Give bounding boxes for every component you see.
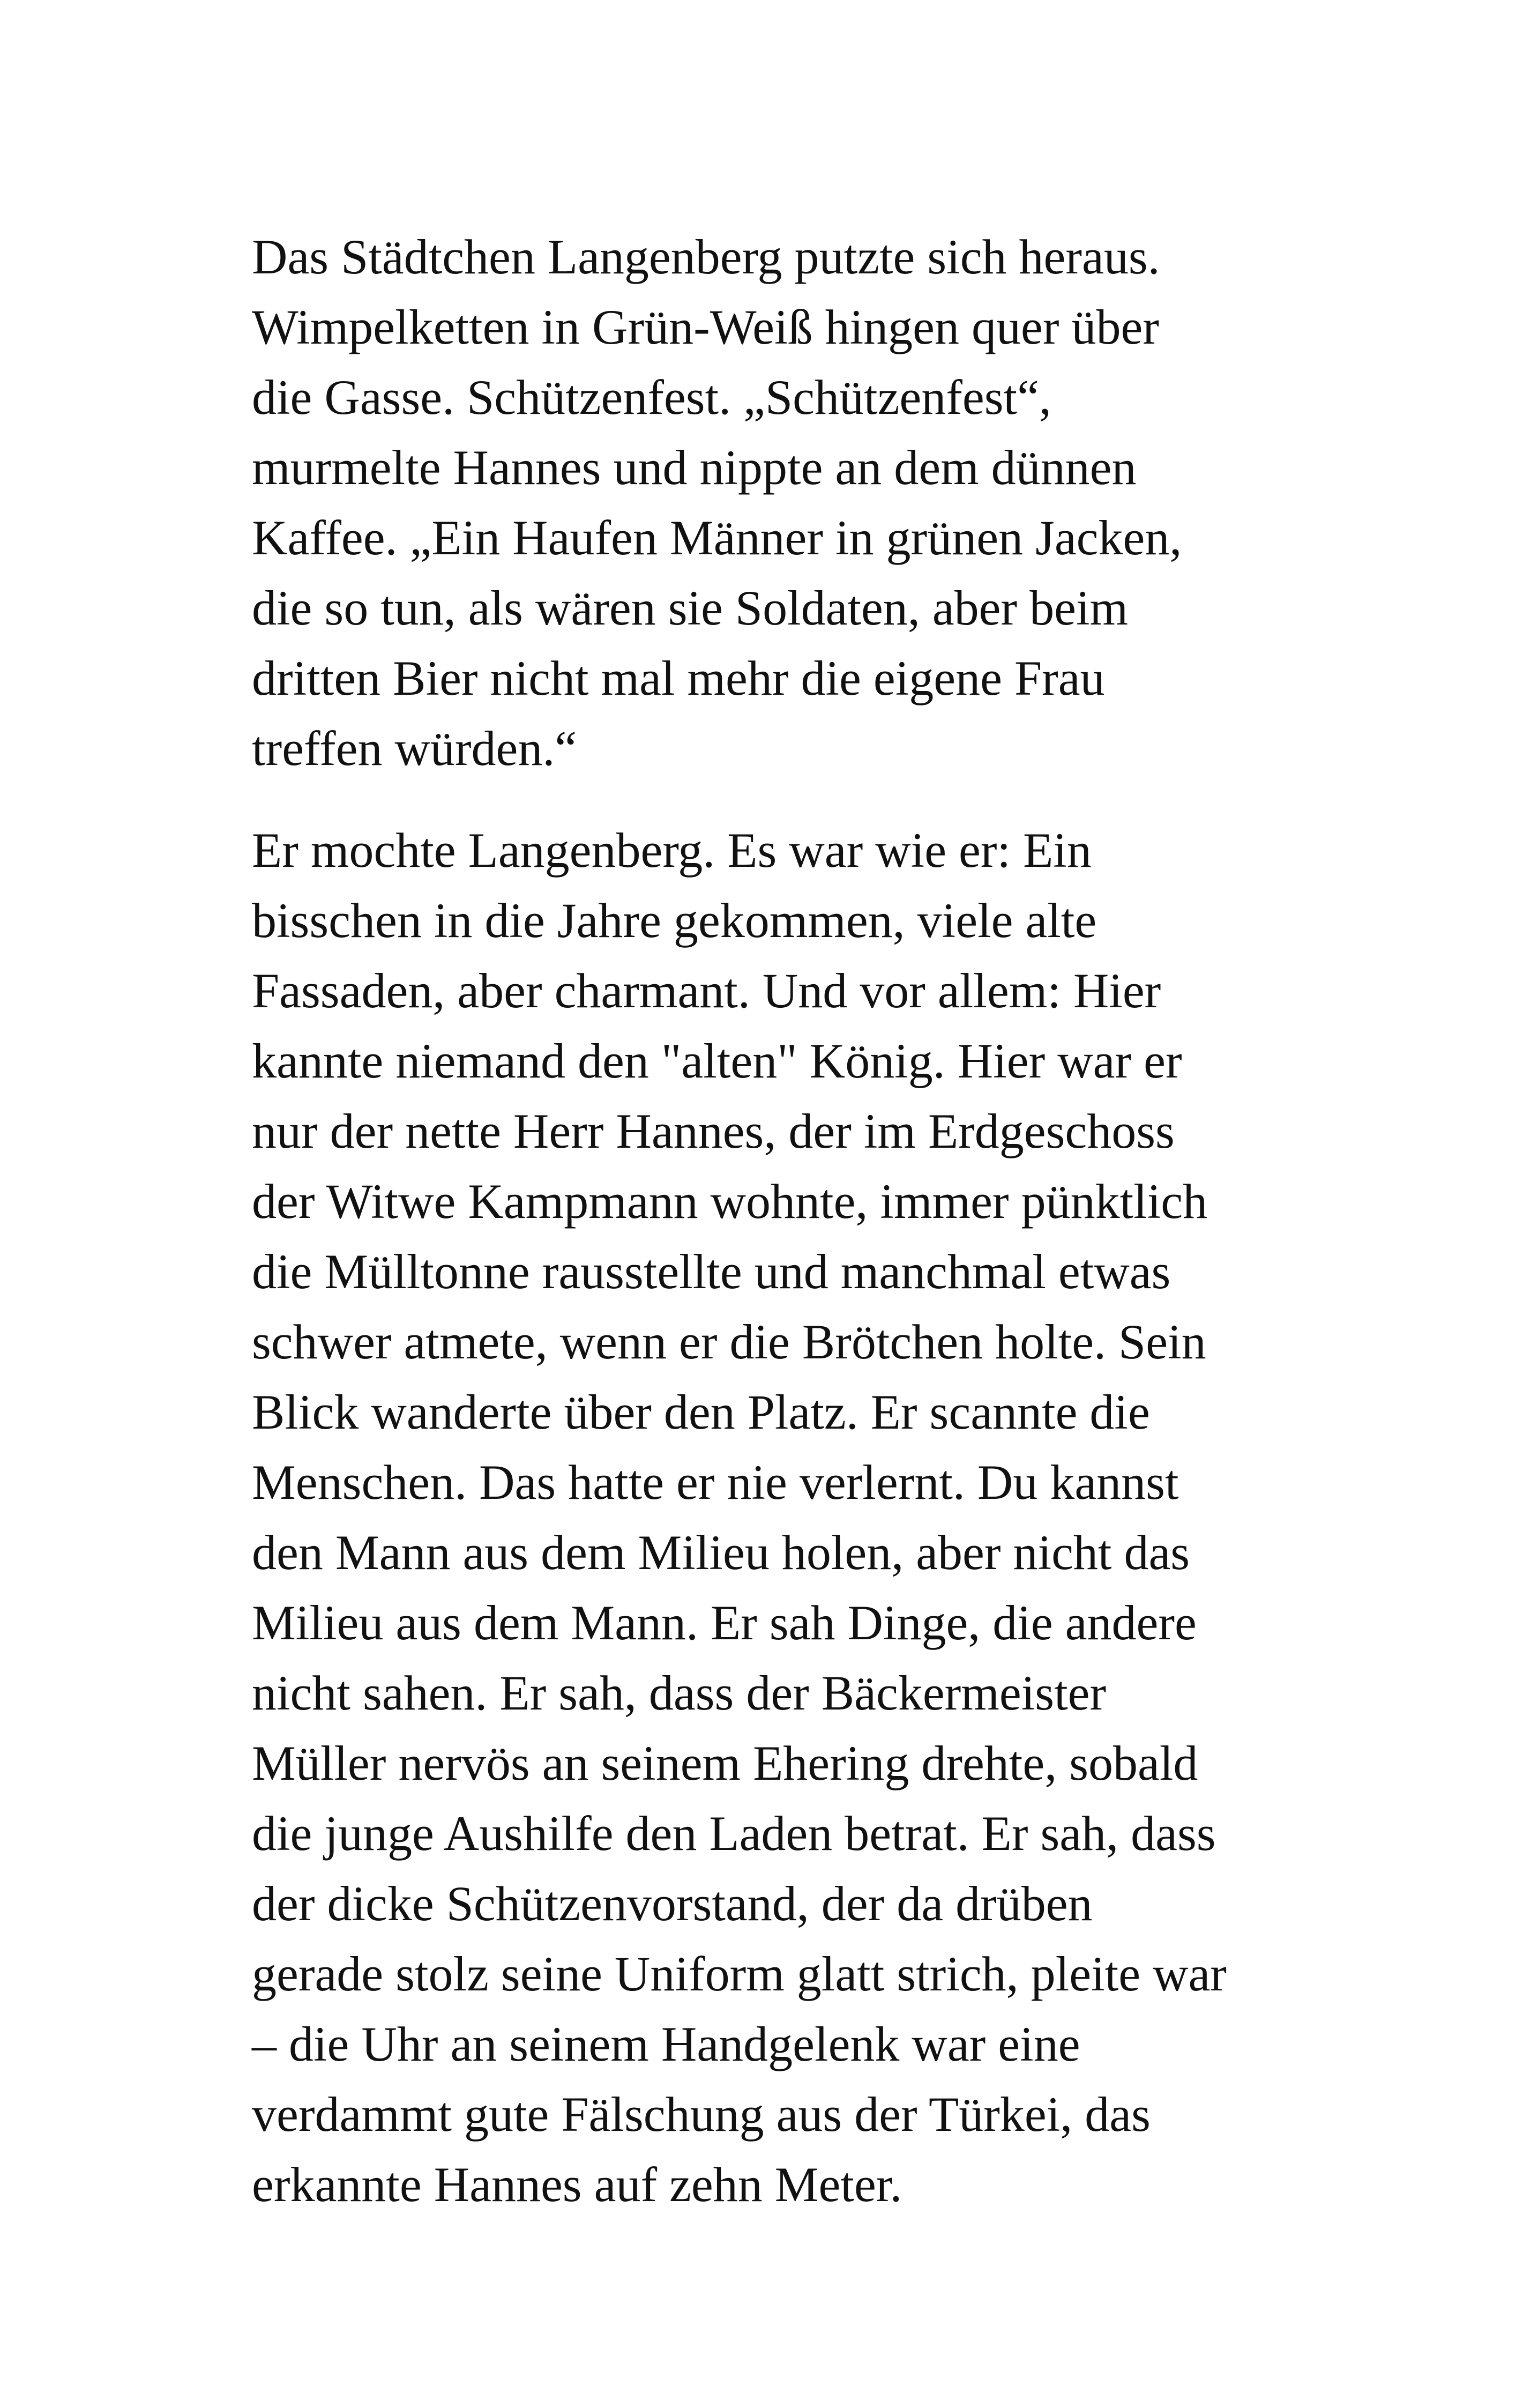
text-line: nur der nette Herr Hannes, der im Erdgeschoss <box>252 1104 1175 1158</box>
text-line: verdammt gute Fälschung aus der Türkei, das <box>252 2087 1151 2142</box>
text-line: Müller nervös an seinem Ehering drehte, sobald <box>252 1736 1198 1790</box>
text-line: Das Städtchen Langenberg putzte sich heraus. <box>252 229 1160 284</box>
text-line: die so tun, als wären sie Soldaten, aber beim <box>252 581 1129 635</box>
text-line: der Witwe Kampmann wohnte, immer pünktlich <box>252 1174 1208 1229</box>
text-line: erkannte Hannes auf zehn Meter. <box>252 2157 902 2212</box>
text-line: Er mochte Langenberg. Es war wie er: Ein <box>252 823 1092 878</box>
text-line: den Mann aus dem Milieu holen, aber nicht das <box>252 1525 1190 1580</box>
text-line: murmelte Hannes und nippte an dem dünnen <box>252 440 1137 495</box>
text-line: Menschen. Das hatte er nie verlernt. Du kannst <box>252 1455 1179 1510</box>
paragraph-2 <box>252 815 1334 2220</box>
text-line: bisschen in die Jahre gekommen, viele alte <box>252 893 1097 948</box>
text-line: dritten Bier nicht mal mehr die eigene Frau <box>252 651 1105 705</box>
text-line: Milieu aus dem Mann. Er sah Dinge, die andere <box>252 1595 1197 1650</box>
text-line: der dicke Schützenvorstand, der da drüben <box>252 1876 1093 1931</box>
text-line: schwer atmete, wenn er die Brötchen holte. Sein <box>252 1314 1206 1369</box>
body-text <box>252 222 1334 2220</box>
text-line: die Gasse. Schützenfest. „Schützenfest“, <box>252 370 1051 425</box>
text-line: Blick wanderte über den Platz. Er scannte die <box>252 1385 1150 1439</box>
text-line: kannte niemand den "alten" König. Hier war er <box>252 1034 1182 1088</box>
text-line: Wimpelketten in Grün-Weiß hingen quer über <box>252 300 1159 354</box>
text-line: die Mülltonne rausstellte und manchmal etwas <box>252 1244 1171 1299</box>
text-line: nicht sahen. Er sah, dass der Bäckermeister <box>252 1666 1107 1720</box>
text-line: treffen würden.“ <box>252 721 577 776</box>
text-line: – die Uhr an seinem Handgelenk war eine <box>252 2017 1080 2071</box>
text-line: gerade stolz seine Uniform glatt strich, pleite war <box>252 1946 1227 2001</box>
text-line: die junge Aushilfe den Laden betrat. Er sah, dass <box>252 1806 1216 1861</box>
text-line: Kaffee. „Ein Haufen Männer in grünen Jacken, <box>252 510 1182 565</box>
text-line: Fassaden, aber charmant. Und vor allem: Hier <box>252 963 1161 1018</box>
paragraph-1 <box>252 222 1334 784</box>
